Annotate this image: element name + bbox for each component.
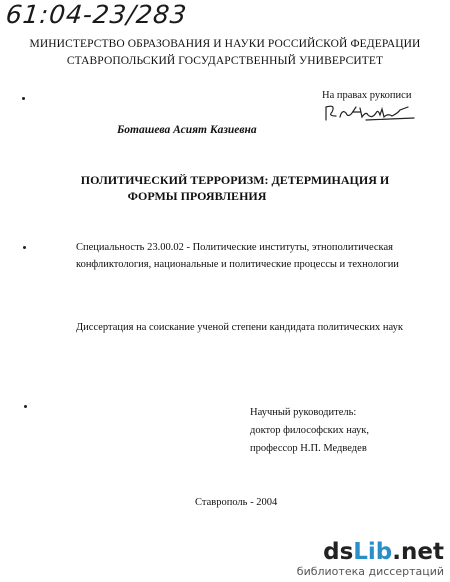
advisor-name: профессор Н.П. Медведев bbox=[250, 443, 367, 454]
specialty-line-2: конфликтология, национальные и политические процессы и технологии bbox=[76, 259, 399, 270]
dissertation-title-line-2: ФОРМЫ ПРОЯВЛЕНИЯ bbox=[127, 189, 267, 203]
logo-ds: ds bbox=[323, 539, 354, 565]
scan-speck bbox=[24, 405, 27, 408]
scan-speck bbox=[22, 97, 25, 100]
author-name: Боташева Асият Казиевна bbox=[117, 124, 257, 136]
university-line: СТАВРОПОЛЬСКИЙ ГОСУДАРСТВЕННЫЙ УНИВЕРСИТЕТ bbox=[66, 55, 384, 67]
advisor-label: Научный руководитель: bbox=[250, 407, 357, 418]
ministry-line: МИНИСТЕРСТВО ОБРАЗОВАНИЯ И НАУКИ РОССИЙСКОЙ ФЕДЕРАЦИИ bbox=[29, 38, 421, 50]
dissertation-title-line-1: ПОЛИТИЧЕСКИЙ ТЕРРОРИЗМ: ДЕТЕРМИНАЦИЯ И bbox=[80, 173, 390, 187]
degree-statement: Диссертация на соискание ученой степени кандидата политических наук bbox=[76, 322, 403, 333]
signature bbox=[322, 101, 418, 123]
dslib-logo bbox=[297, 540, 444, 564]
scan-speck bbox=[23, 246, 26, 249]
advisor-degree: доктор философских наук, bbox=[250, 425, 369, 436]
logo-lib: Lib bbox=[353, 539, 393, 565]
rights-note: На правах рукописи bbox=[322, 90, 412, 101]
archive-code: 61:04-23/283 bbox=[4, 0, 189, 29]
logo-net: .net bbox=[392, 539, 444, 565]
city-year: Ставрополь - 2004 bbox=[195, 497, 278, 508]
watermark-subtitle: библиотека диссертаций bbox=[296, 565, 444, 578]
specialty-line-1: Специальность 23.00.02 - Политические институты, этнополитическая bbox=[76, 242, 393, 253]
dslib-watermark bbox=[297, 540, 444, 578]
